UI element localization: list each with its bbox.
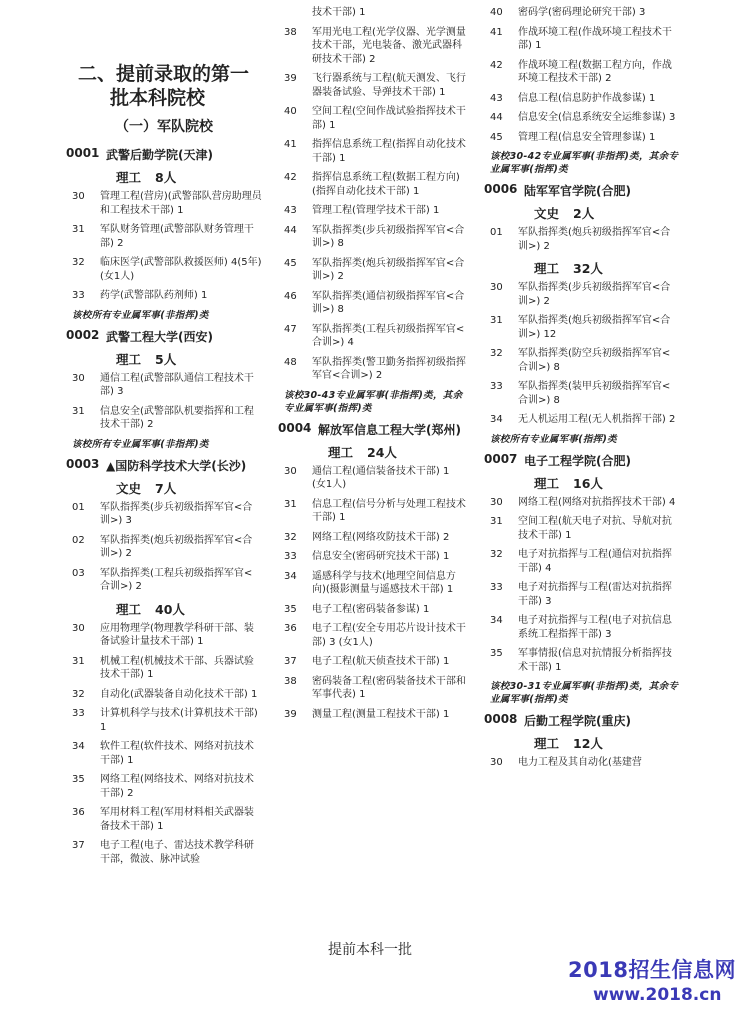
category-heading: 文史 2人 bbox=[534, 206, 595, 221]
school-header: 0008 后勤工程学院(重庆) bbox=[484, 712, 631, 728]
section-title: 二、提前录取的第一 批本科院校 bbox=[78, 63, 250, 109]
major-row: 41 作战环境工程(作战环境工程技术干部) 1 bbox=[490, 26, 672, 51]
major-row: 44 军队指挥类(步兵初级指挥军官<合训>) 8 bbox=[284, 224, 465, 249]
major-row: 30 电力工程及其自动化(基建营 bbox=[490, 757, 642, 768]
subsection-title: （一）军队院校 bbox=[115, 119, 213, 135]
major-row: 43 管理工程(管理学技术干部) 1 bbox=[284, 205, 440, 216]
category-heading: 理工 12人 bbox=[534, 736, 603, 751]
major-row: 33 药学(武警部队药剂师) 1 bbox=[72, 290, 208, 301]
watermark-title: 2018招生信息网 bbox=[568, 958, 736, 982]
column-1 bbox=[66, 56, 262, 872]
major-row: 34 遥感科学与技术(地理空间信息方向)(摄影测量与遥感技术干部) 1 bbox=[284, 570, 456, 595]
major-row: 37 电子工程(航天侦查技术干部) 1 bbox=[284, 656, 450, 667]
major-row: 30 应用物理学(物理教学科研干部、装备试验计量技术干部) 1 bbox=[72, 622, 254, 647]
major-row: 42 指挥信息系统工程(数据工程方向)(指挥自动化技术干部) 1 bbox=[284, 172, 460, 197]
school-header: 0002 武警工程大学(西安) bbox=[66, 327, 213, 344]
major-row: 41 指挥信息系统工程(指挥自动化技术干部) 1 bbox=[284, 139, 466, 164]
major-row: 31 信息工程(信号分析与处理工程技术干部) 1 bbox=[284, 498, 466, 523]
major-row: 45 军队指挥类(炮兵初级指挥军官<合训>) 2 bbox=[284, 257, 465, 282]
major-row: 38 军用光电工程(光学仪器、光学测量技术干部，光电装备、激光武器科研技术干部) 2 bbox=[284, 26, 466, 65]
major-row: 33 计算机科学与技术(计算机技术干部) 1 bbox=[72, 708, 258, 733]
category-heading: 理工 8人 bbox=[116, 170, 177, 185]
school-note: 该校30-43专业属军事(非指挥)类，其余专业属军事(指挥)类 bbox=[284, 389, 463, 414]
major-row: 46 军队指挥类(通信初级指挥军官<合训>) 8 bbox=[284, 290, 465, 315]
major-row: 31 军队指挥类(炮兵初级指挥军官<合训>) 12 bbox=[490, 315, 671, 340]
major-row: 31 军队财务管理(武警部队财务管理干部) 2 bbox=[72, 224, 254, 249]
school-note: 该校30-42专业属军事(非指挥)类，其余专业属军事(指挥)类 bbox=[490, 151, 679, 175]
major-row: 45 管理工程(信息安全管理参谋) 1 bbox=[490, 131, 656, 143]
watermark-url: www.2018.cn bbox=[593, 985, 722, 1005]
category-heading: 理工 32人 bbox=[534, 261, 603, 276]
major-row: 40 密码学(密码理论研究干部) 3 bbox=[490, 7, 646, 18]
major-row: 36 军用材料工程(军用材料相关武器装备技术干部) 1 bbox=[72, 807, 254, 832]
page-footer: 提前本科一批 bbox=[328, 942, 412, 958]
major-row: 35 电子工程(密码装备参谋) 1 bbox=[284, 603, 430, 615]
category-heading: 理工 16人 bbox=[534, 475, 603, 491]
major-row: 33 电子对抗指挥与工程(雷达对抗指挥干部) 3 bbox=[490, 582, 672, 607]
major-row: 32 临床医学(武警部队救援医师) 4(5年) (女1人) bbox=[72, 257, 262, 282]
school-header: 0001 武警后勤学院(天津) bbox=[66, 146, 213, 162]
major-row: 43 信息工程(信息防护作战参谋) 1 bbox=[490, 92, 656, 104]
major-row: 32 军队指挥类(防空兵初级指挥军官<合训>) 8 bbox=[490, 348, 671, 373]
major-row: 32 自动化(武器装备自动化技术干部) 1 bbox=[72, 688, 258, 700]
major-row: 48 军队指挥类(警卫勤务指挥初级指挥军官<合训>) 2 bbox=[284, 356, 466, 381]
category-heading: 理工 40人 bbox=[116, 601, 185, 617]
major-row: 37 电子工程(电子、雷达技术教学科研干部，微波、脉冲试验 bbox=[72, 840, 254, 865]
category-heading: 文史 7人 bbox=[116, 480, 177, 496]
major-row: 39 测量工程(测量工程技术干部) 1 bbox=[284, 708, 450, 720]
major-row: 47 军队指挥类(工程兵初级指挥军官<合训>) 4 bbox=[284, 323, 465, 348]
major-row: 38 密码装备工程(密码装备技术干部和军事代表) 1 bbox=[284, 675, 466, 700]
column-3 bbox=[484, 6, 680, 776]
major-row: 35 网络工程(网络技术、网络对抗技术干部) 2 bbox=[72, 774, 254, 799]
school-header: 0006 陆军军官学院(合肥) bbox=[484, 182, 631, 198]
major-row: 01 军队指挥类(步兵初级指挥军官<合训>) 3 bbox=[72, 501, 253, 526]
major-row: 01 军队指挥类(炮兵初级指挥军官<合训>) 2 bbox=[490, 227, 671, 252]
major-row: 30 管理工程(营房)(武警部队营房助理员和工程技术干部) 1 bbox=[72, 191, 262, 216]
major-row: 44 信息安全(信息系统安全运维参谋) 3 bbox=[490, 112, 676, 123]
major-row: 30 通信工程(武警部队通信工程技术干部) 3 bbox=[72, 372, 254, 397]
category-heading: 理工 24人 bbox=[328, 444, 397, 460]
major-row: 39 飞行器系统与工程(航天测发、飞行器装备试验、导弹技术干部) 1 bbox=[284, 73, 466, 98]
major-row: 34 软件工程(软件技术、网络对抗技术干部) 1 bbox=[72, 741, 254, 766]
major-row: 34 无人机运用工程(无人机指挥干部) 2 bbox=[490, 414, 676, 425]
school-header: 0007 电子工程学院(合肥) bbox=[484, 451, 631, 468]
major-row: 30 网络工程(网络对抗指挥技术干部) 4 bbox=[490, 496, 676, 508]
major-row: 32 网络工程(网络攻防技术干部) 2 bbox=[284, 531, 450, 543]
category-heading: 理工 5人 bbox=[116, 351, 177, 367]
school-header: 0003 ▲国防科学技术大学(长沙) bbox=[66, 456, 247, 473]
major-row: 35 军事情报(信息对抗情报分析指挥技术干部) 1 bbox=[490, 648, 672, 673]
major-row: 34 电子对抗指挥与工程(电子对抗信息系统工程指挥干部) 3 bbox=[490, 615, 672, 640]
major-row: 30 军队指挥类(步兵初级指挥军官<合训>) 2 bbox=[490, 282, 671, 307]
major-row: 33 军队指挥类(装甲兵初级指挥军官<合训>) 8 bbox=[490, 381, 671, 406]
major-row: 31 信息安全(武警部队机要指挥和工程技术干部) 2 bbox=[72, 405, 254, 430]
major-row: 33 信息安全(密码研究技术干部) 1 bbox=[284, 551, 450, 562]
major-row: 31 机械工程(机械技术干部、兵器试验技术干部) 1 bbox=[72, 655, 254, 680]
column-2 bbox=[278, 6, 466, 727]
major-row: 31 空间工程(航天电子对抗、导航对抗技术干部) 1 bbox=[490, 516, 672, 541]
school-note: 该校30-31专业属军事(非指挥)类，其余专业属军事(指挥)类 bbox=[490, 681, 679, 705]
school-header: 0004 解放军信息工程大学(郑州) bbox=[278, 420, 461, 437]
major-row: 02 军队指挥类(炮兵初级指挥军官<合训>) 2 bbox=[72, 534, 253, 559]
major-row: 03 军队指挥类(工程兵初级指挥军官<合训>) 2 bbox=[72, 567, 253, 592]
school-note: 该校所有专业属军事(指挥)类 bbox=[490, 433, 617, 445]
school-note: 该校所有专业属军事(非指挥)类 bbox=[72, 438, 209, 450]
major-row: 技术干部) 1 bbox=[312, 7, 366, 18]
major-row: 30 通信工程(通信装备技术干部) 1 (女1人) bbox=[284, 465, 450, 490]
school-note: 该校所有专业属军事(非指挥)类 bbox=[72, 309, 209, 321]
major-row: 32 电子对抗指挥与工程(通信对抗指挥干部) 4 bbox=[490, 549, 672, 574]
major-row: 42 作战环境工程(数据工程方向，作战环境工程技术干部) 2 bbox=[490, 59, 672, 84]
major-row: 40 空间工程(空间作战试验指挥技术干部) 1 bbox=[284, 106, 466, 131]
major-row: 36 电子工程(安全专用芯片设计技术干部) 3 (女1人) bbox=[284, 623, 466, 648]
